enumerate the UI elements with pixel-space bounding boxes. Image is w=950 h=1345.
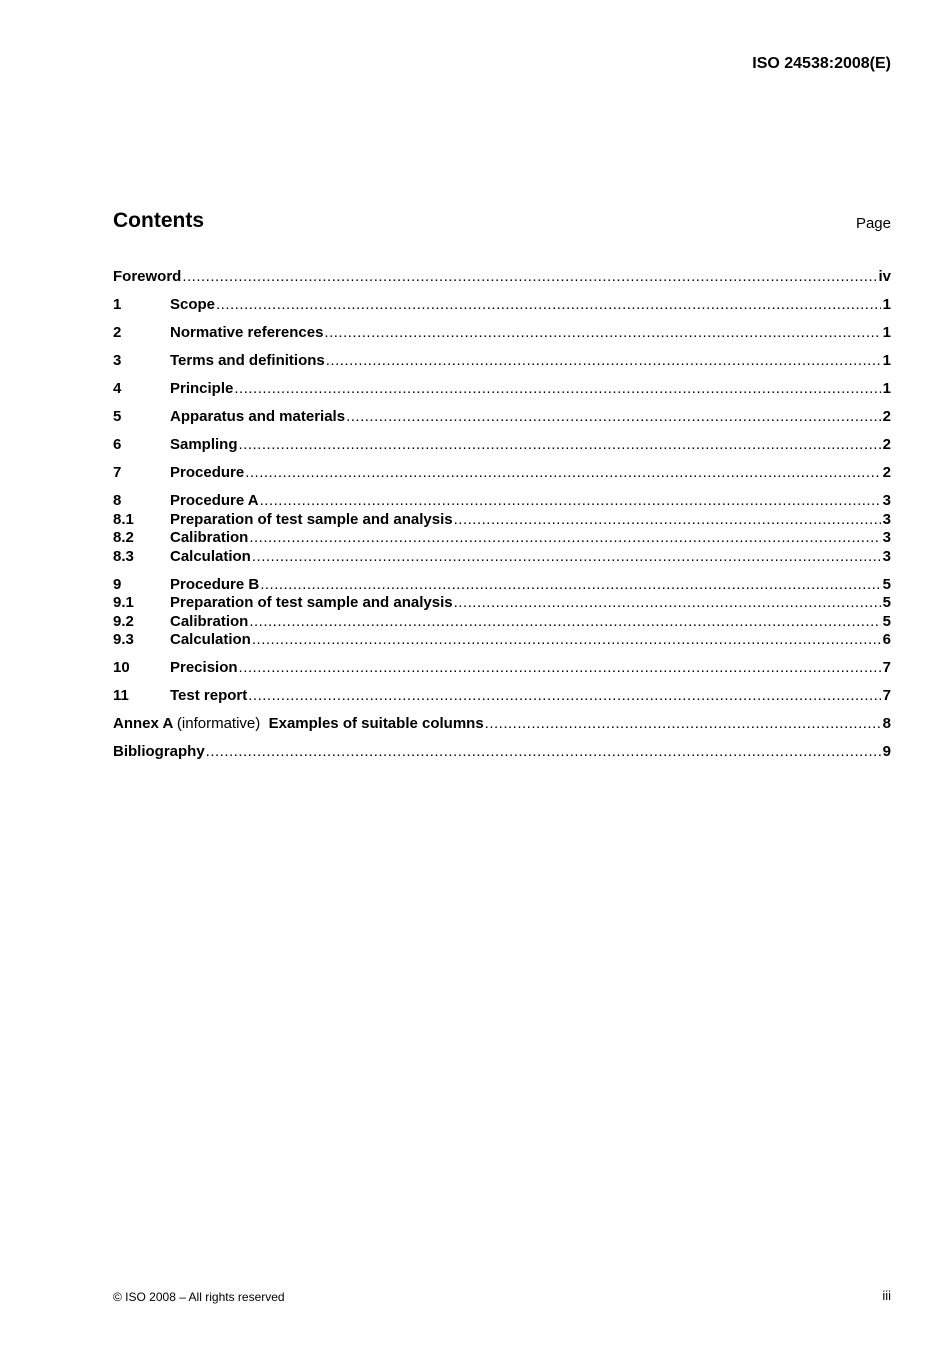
toc-entry-title: Procedure B: [170, 575, 260, 593]
toc-entry-page: iv: [878, 268, 891, 285]
toc-entry-page: 1: [882, 324, 891, 341]
toc-entry-page: 9: [882, 743, 891, 760]
toc-entry-number: 2: [113, 324, 122, 341]
toc-entry-title: Test report: [170, 687, 248, 704]
toc-entry-bibliography[interactable]: [113, 743, 891, 762]
toc-entry-number: 8: [113, 492, 122, 509]
toc-entry-page: 3: [882, 510, 891, 528]
toc-entry-number: 1: [113, 296, 122, 313]
toc-entry-a-preparation[interactable]: [113, 511, 891, 530]
annex-type: (informative): [176, 715, 261, 732]
toc-entry-title: Principle: [170, 380, 234, 397]
toc-entry-title: Scope: [170, 296, 216, 313]
toc-leader-dots: [454, 511, 881, 530]
toc-entry-title: Procedure: [170, 464, 245, 481]
toc-entry-page: 7: [882, 659, 891, 676]
toc-leader-dots: [252, 548, 881, 567]
toc-entry-title: Bibliography: [113, 743, 205, 760]
toc-leader-dots: [239, 436, 881, 455]
toc-entry-page: 2: [882, 464, 891, 481]
toc-entry-number: 8.2: [113, 529, 134, 546]
toc-entry-title: Preparation of test sample and analysis: [170, 594, 453, 611]
toc-leader-dots: [248, 687, 880, 706]
annex-label: Annex A: [113, 715, 173, 732]
toc-entry-terms-and-definitions[interactable]: [113, 352, 891, 371]
toc-entry-precision[interactable]: [113, 659, 891, 678]
toc-entry-number: 7: [113, 464, 122, 481]
toc-entry-principle[interactable]: [113, 380, 891, 399]
toc-entry-page: 3: [882, 492, 891, 509]
toc-entry-title: Calculation: [170, 547, 251, 565]
toc-entry-number: 5: [113, 408, 122, 425]
toc-leader-dots: [206, 743, 881, 762]
toc-entry-number: 4: [113, 380, 122, 397]
toc-entry-b-preparation[interactable]: [113, 594, 891, 613]
toc-entry-a-calibration[interactable]: [113, 529, 891, 548]
toc-entry-title: Terms and definitions: [170, 352, 325, 369]
toc-entry-page: 1: [882, 352, 891, 369]
toc-entry-number: 6: [113, 436, 122, 453]
toc-leader-dots: [346, 408, 881, 427]
toc-entry-page: 5: [882, 575, 891, 593]
toc-leader-dots: [326, 352, 881, 371]
toc-entry-title: Apparatus and materials: [170, 408, 346, 425]
document-code: ISO 24538:2008(E): [752, 55, 891, 72]
toc-leader-dots: [182, 268, 876, 287]
toc-entry-page: 7: [882, 687, 891, 704]
toc-entry-title: Calibration: [170, 529, 249, 546]
toc-entry-procedure-a[interactable]: [113, 492, 891, 511]
toc-entry-b-calibration[interactable]: [113, 613, 891, 632]
toc-leader-dots: [324, 324, 880, 343]
toc-entry-procedure[interactable]: [113, 464, 891, 483]
contents-title: Contents: [113, 209, 204, 232]
toc-entry-page: 1: [882, 380, 891, 397]
toc-entry-procedure-b[interactable]: [113, 576, 891, 595]
toc-entry-sampling[interactable]: [113, 436, 891, 455]
toc-leader-dots: [249, 529, 880, 548]
toc-entry-page: 2: [882, 408, 891, 425]
toc-entry-number: 10: [113, 659, 130, 676]
toc-entry-page: 1: [882, 296, 891, 313]
toc-entry-page: 5: [882, 594, 891, 611]
toc-entry-number: 8.3: [113, 547, 134, 565]
toc-entry-number: 9.2: [113, 612, 134, 630]
toc-entry-page: 3: [882, 547, 891, 565]
toc-leader-dots: [234, 380, 880, 399]
toc-leader-dots: [245, 464, 880, 483]
table-of-contents: [113, 268, 891, 762]
toc-entry-test-report[interactable]: [113, 687, 891, 706]
toc-entry-title: Precision: [170, 659, 238, 676]
toc-entry-apparatus-and-materials[interactable]: [113, 408, 891, 427]
toc-entry-title: Calibration: [170, 612, 249, 630]
toc-entry-foreword[interactable]: [113, 268, 891, 287]
toc-entry-b-calculation[interactable]: [113, 631, 891, 650]
toc-leader-dots: [260, 492, 881, 511]
toc-entry-annex-a[interactable]: [113, 715, 891, 734]
toc-entry-scope[interactable]: [113, 296, 891, 315]
toc-leader-dots: [485, 715, 881, 734]
toc-leader-dots: [252, 631, 881, 650]
toc-entry-a-calculation[interactable]: [113, 548, 891, 567]
page-number: iii: [882, 1288, 891, 1303]
toc-entry-number: 9: [113, 575, 122, 593]
toc-leader-dots: [260, 576, 880, 595]
toc-leader-dots: [216, 296, 881, 315]
toc-entry-number: 9.3: [113, 631, 134, 648]
toc-entry-page: 6: [882, 631, 891, 648]
toc-entry-title: [113, 715, 484, 734]
toc-entry-title: Sampling: [170, 436, 238, 453]
toc-entry-number: 11: [113, 687, 129, 704]
toc-entry-normative-references[interactable]: [113, 324, 891, 343]
toc-entry-title: Procedure A: [170, 492, 259, 509]
toc-entry-title: Calculation: [170, 631, 251, 648]
toc-leader-dots: [239, 659, 881, 678]
toc-entry-title: Preparation of test sample and analysis: [170, 510, 453, 528]
annex-title: Examples of suitable columns: [268, 715, 484, 732]
toc-entry-page: 2: [882, 436, 891, 453]
copyright-notice: © ISO 2008 – All rights reserved: [113, 1290, 285, 1304]
toc-entry-page: 3: [882, 529, 891, 546]
toc-entry-page: 5: [882, 612, 891, 630]
toc-entry-number: 9.1: [113, 594, 134, 611]
toc-entry-title: Normative references: [170, 324, 324, 341]
toc-entry-number: 8.1: [113, 510, 134, 528]
toc-entry-page: 8: [882, 715, 891, 732]
page-column-label: Page: [855, 215, 891, 232]
toc-leader-dots: [249, 613, 880, 632]
toc-entry-number: 3: [113, 352, 122, 369]
toc-entry-title: Foreword: [113, 268, 182, 285]
toc-leader-dots: [454, 594, 881, 613]
